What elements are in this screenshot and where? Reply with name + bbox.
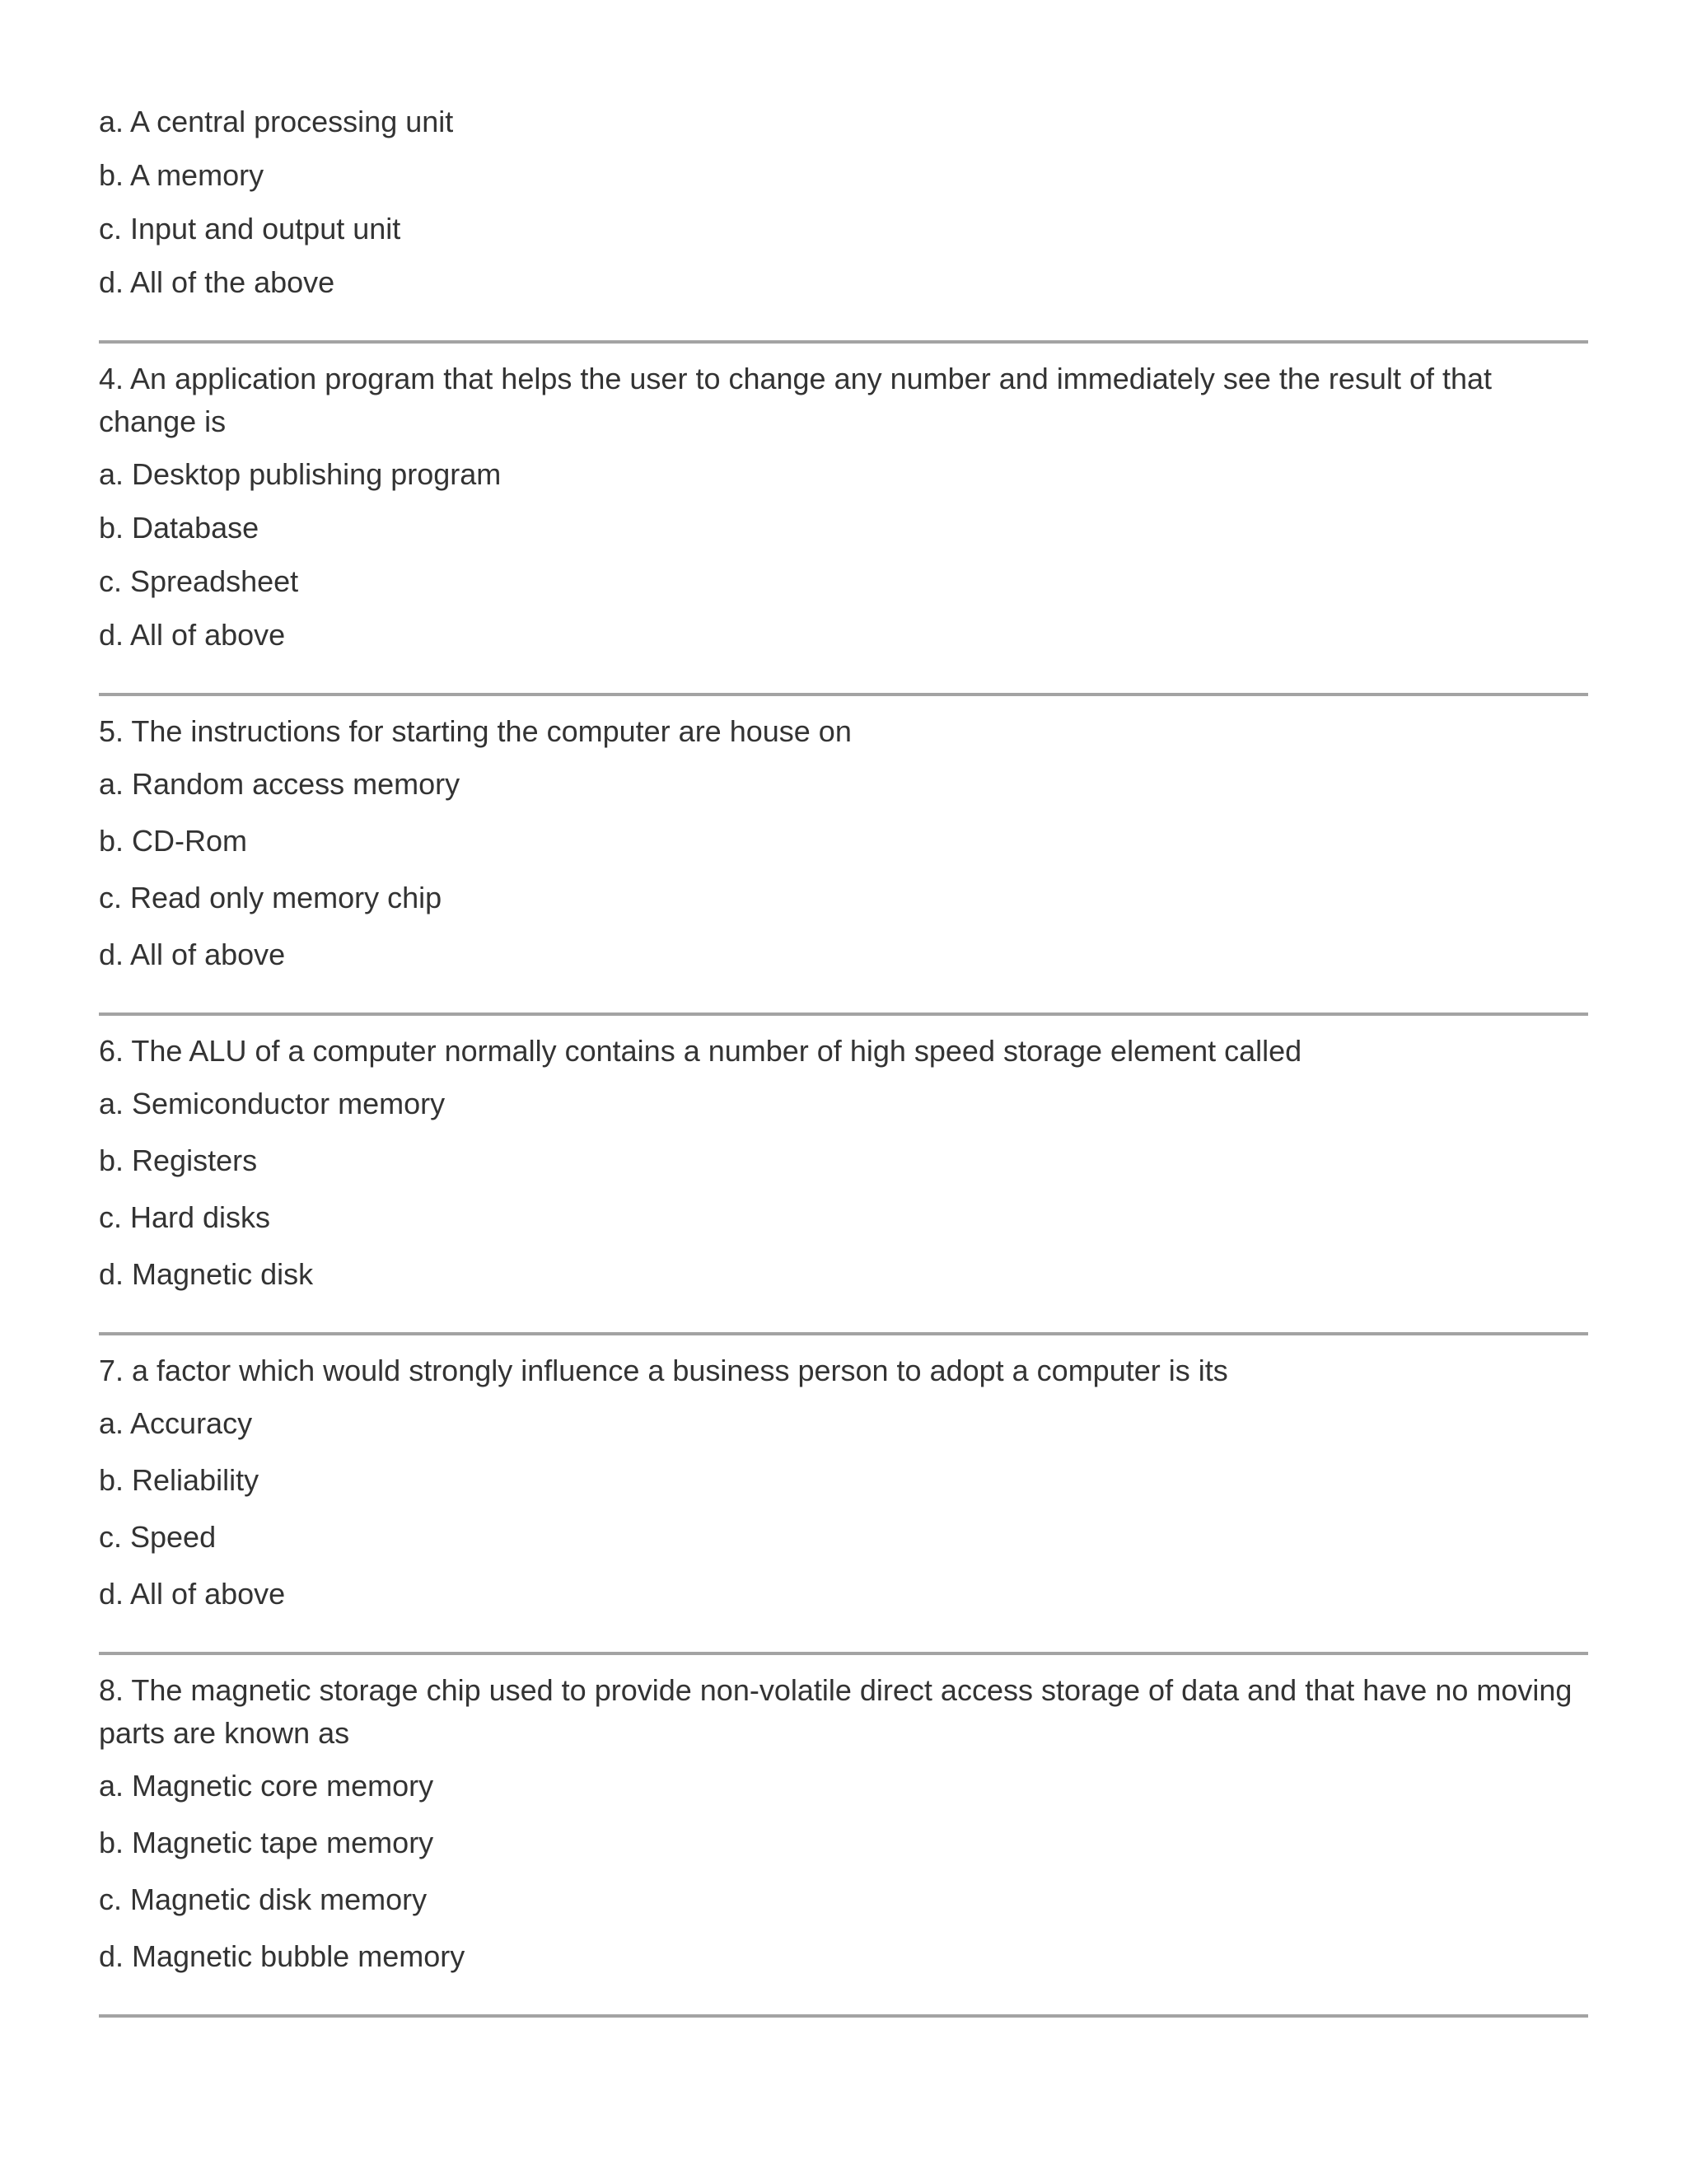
question-7	[99, 1335, 1588, 1616]
option-7b: b. Reliability	[99, 1463, 259, 1497]
option-3c: c. Input and output unit	[99, 212, 401, 246]
question-6-text: 6. The ALU of a computer normally contains a number of high speed storage element called	[99, 1034, 1302, 1068]
option-8a: a. Magnetic core memory	[99, 1769, 434, 1803]
question-4	[99, 344, 1588, 657]
question-4-text: 4. An application program that helps the user to change any number and immediately see the result of that change is	[99, 362, 1493, 438]
option-5d: d. All of above	[99, 938, 286, 971]
question-5	[99, 696, 1588, 976]
question-8-text: 8. The magnetic storage chip used to provide non-volatile direct access storage of data and that have no moving parts are known as	[99, 1673, 1573, 1750]
option-6b: b. Registers	[99, 1143, 258, 1177]
option-5b: b. CD-Rom	[99, 824, 248, 858]
option-6c: c. Hard disks	[99, 1200, 271, 1234]
question-7-text: 7. a factor which would strongly influence a business person to adopt a computer is its	[99, 1354, 1228, 1387]
option-6a: a. Semiconductor memory	[99, 1087, 446, 1120]
divider	[99, 2014, 1588, 2018]
option-8d: d. Magnetic bubble memory	[99, 1939, 465, 1973]
option-4d: d. All of above	[99, 618, 286, 652]
question-6	[99, 1016, 1588, 1296]
option-5c: c. Read only memory chip	[99, 881, 442, 914]
option-7c: c. Speed	[99, 1520, 217, 1554]
quiz-page	[99, 101, 1588, 2018]
option-5a: a. Random access memory	[99, 767, 460, 801]
option-3d: d. All of the above	[99, 265, 335, 299]
option-3b: b. A memory	[99, 158, 264, 192]
option-4a: a. Desktop publishing program	[99, 457, 502, 491]
option-7d: d. All of above	[99, 1577, 286, 1611]
option-8b: b. Magnetic tape memory	[99, 1826, 434, 1859]
question-3-options	[99, 101, 1588, 304]
option-7a: a. Accuracy	[99, 1406, 253, 1440]
question-8	[99, 1655, 1588, 1978]
option-3a: a. A central processing unit	[99, 105, 454, 138]
option-8c: c. Magnetic disk memory	[99, 1882, 428, 1916]
option-4c: c. Spreadsheet	[99, 564, 299, 598]
option-6d: d. Magnetic disk	[99, 1257, 314, 1291]
option-4b: b. Database	[99, 511, 259, 545]
question-5-text: 5. The instructions for starting the computer are house on	[99, 714, 852, 748]
